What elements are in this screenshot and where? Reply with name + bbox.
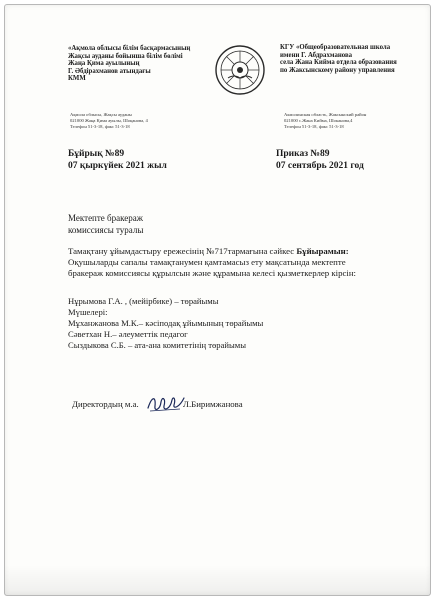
signature-label: Директордың м.а. <box>72 399 139 409</box>
order-russian <box>276 148 364 172</box>
address-kazakh <box>70 112 148 130</box>
document-subject <box>68 212 143 236</box>
address-ru-line: Телефон 51-3-18, факс 51-3-18 <box>284 124 344 129</box>
address-kz-line: 021000 Жаңа Қима ауылы, Шоқанова, 4 <box>70 118 148 123</box>
address-kz-line: Телефон 51-3-18, факс 51-3-18 <box>70 124 130 129</box>
order-directive: Бұйырамын: <box>296 246 349 256</box>
order-ru-title: Приказ №89 <box>276 149 330 159</box>
body-line: Оқушыларды сапалы тамақтанумен қамтамасыз ету мақсатында мектепте <box>68 257 346 267</box>
body-line <box>68 246 356 257</box>
subject-line: Мектепте бракераж <box>68 213 143 223</box>
body-line-text: Тамақтану ұйымдастыру ережесінің №717тармағына сәйкес <box>68 246 297 256</box>
members-label: Мүшелері: <box>68 307 108 317</box>
header-kz-line: Жақсы ауданы бойынша білім бөлімі <box>68 52 183 60</box>
member-line: Мұханжанова М.К.– кәсіподақ ұйымының төрайымы <box>68 318 264 328</box>
header-ru-line: КГУ «Общеобразовательная школа <box>280 44 391 51</box>
handwritten-signature <box>146 392 186 414</box>
order-kazakh <box>68 148 167 172</box>
subject-line: комиссиясы туралы <box>68 225 144 235</box>
header-kazakh <box>68 45 190 83</box>
member-line: Сәветхан Н.– әлеуметтік педагог <box>68 329 188 339</box>
header-ru-line: имени Г. Абдрахманова <box>280 51 353 59</box>
header-kz-line: Г. Әбдірахманов атындағы <box>68 67 151 75</box>
header-kz-line: «Ақмола облысы білім басқармасының <box>68 45 191 52</box>
chair-line: Нұрымова Г.А. , (мейірбике) – төрайымы <box>68 296 219 306</box>
commission-members <box>68 296 263 351</box>
header-ru-line: по Жаксынскому району управления <box>280 66 395 74</box>
header-russian <box>280 44 397 74</box>
address-ru-line: Акмолинская область, Жаксынский район <box>284 112 367 117</box>
order-body <box>68 246 356 279</box>
state-emblem-icon <box>214 44 266 96</box>
body-line: бракераж комиссиясы құрылсын және құрамына келесі қызметкерлер кірсін: <box>68 268 356 278</box>
order-kz-title: Бұйрық №89 <box>68 149 125 159</box>
order-ru-date: 07 сентябрь 2021 год <box>276 161 364 171</box>
header-ru-line: села Жана Кийма отдела образования <box>280 59 397 67</box>
address-russian <box>284 112 366 130</box>
signatory-name: Л.Биримжанова <box>183 399 243 409</box>
address-ru-line: 021000 с.Жана Кийма, Шоканова,4 <box>284 118 353 123</box>
header-kz-line: Жаңа Қима ауылының <box>68 60 140 68</box>
member-line: Сыздыкова С.Б. – ата-ана комитетінің төрайымы <box>68 340 247 350</box>
address-kz-line: Ақмола облысы, Жақсы ауданы <box>70 112 132 117</box>
header-kz-line: КММ <box>68 75 86 83</box>
scan-shadow <box>5 565 430 595</box>
order-kz-date: 07 қыркүйек 2021 жыл <box>68 161 167 171</box>
